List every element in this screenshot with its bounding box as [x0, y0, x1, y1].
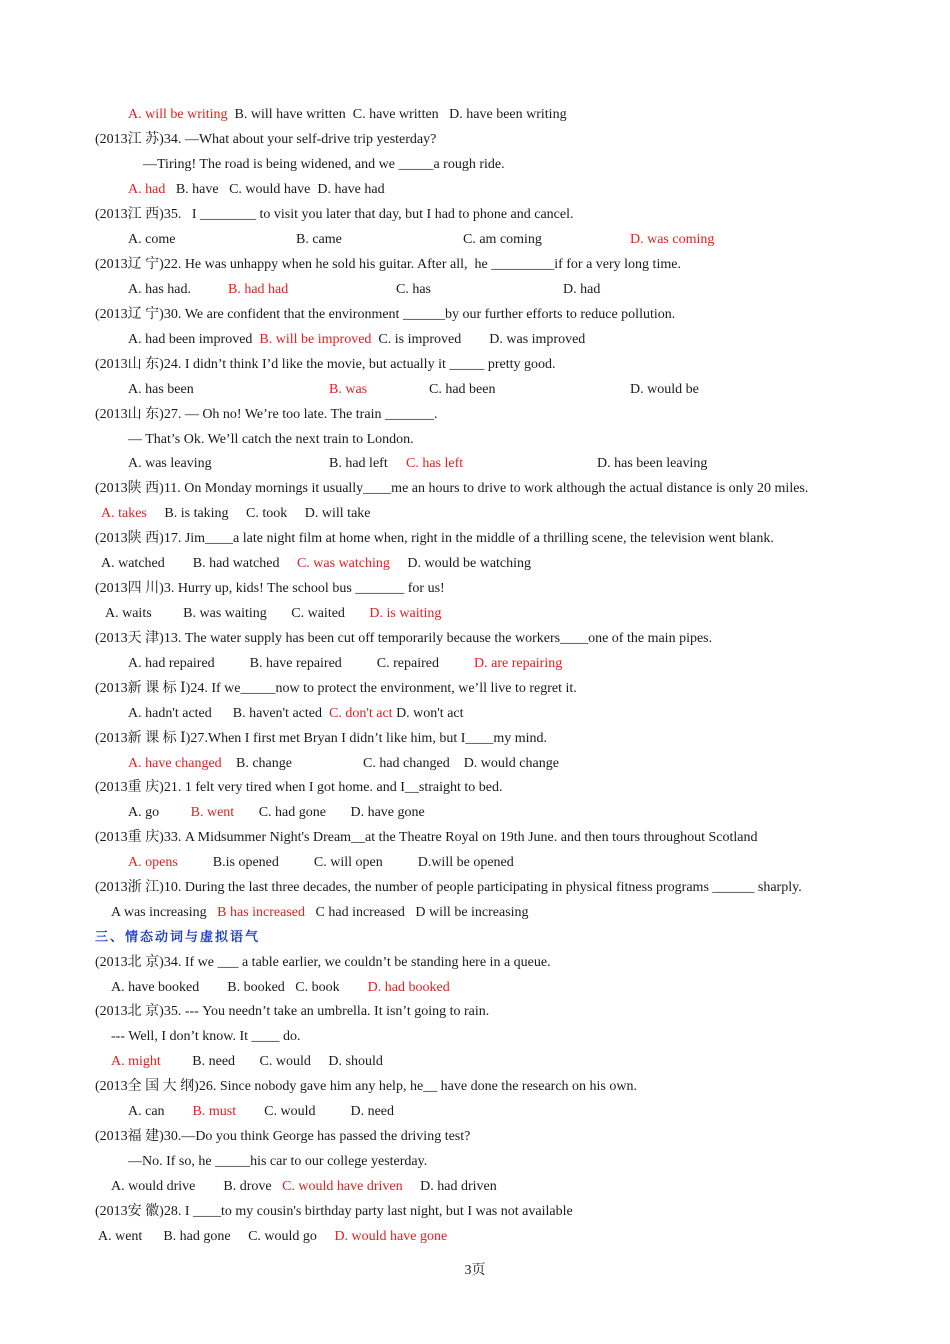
line-text: C. is improved D. was improved — [371, 332, 586, 347]
line-text: C. would D. need — [236, 1104, 395, 1119]
line-text: (2013辽 宁)30. We are confident that the environment ______by our further efforts to reduce pollution. — [95, 307, 676, 322]
answer-option: A. opens — [128, 855, 178, 870]
answer-option: D. was coming — [630, 232, 715, 247]
text-line — [128, 655, 562, 673]
line-text: --- Well, I don’t know. It ____ do. — [111, 1029, 301, 1044]
answer-option: B. went — [190, 805, 235, 820]
line-text: C. am coming — [463, 232, 542, 247]
line-text: A. had been improved — [128, 332, 260, 347]
line-text: —Tiring! The road is being widened, and we _____a rough ride. — [143, 157, 505, 172]
line-text: B. is taking C. took D. will take — [146, 506, 371, 521]
line-text: A. come — [128, 232, 176, 247]
text-line — [128, 181, 385, 199]
text-line — [98, 1228, 447, 1246]
line-text: (2013安 徽)28. I ____to my cousin's birthday party last night, but I was not available — [95, 1204, 573, 1219]
text-line — [111, 1053, 383, 1071]
line-text: A. can — [128, 1104, 193, 1119]
answer-option: C. was watching — [296, 556, 390, 571]
line-text: C had increased D will be increasing — [305, 905, 529, 920]
line-text: D. won't act — [392, 706, 464, 721]
line-text: (2013北 京)35. --- You needn’t take an umbrella. It isn’t going to rain. — [95, 1004, 490, 1019]
text-line — [128, 1153, 427, 1171]
text-line — [95, 829, 758, 847]
line-text: A. go — [128, 805, 191, 820]
text-line — [101, 555, 531, 573]
line-text: (2013山 东)24. I didn’t think I’d like the movie, but actually it _____ pretty good. — [95, 357, 556, 372]
line-text: A. was leaving — [128, 456, 212, 471]
line-text: A. watched B. had watched — [101, 556, 297, 571]
answer-option: B. was — [329, 382, 368, 397]
line-text: —No. If so, he _____his car to our college yesterday. — [128, 1154, 428, 1169]
line-text: (2013陕 西)17. Jim____a late night film at home when, right in the middle of a thrilling scene, the television went blank. — [95, 531, 774, 546]
line-text: A. waits B. was waiting C. waited — [105, 606, 370, 621]
line-text: (2013重 庆)33. A Midsummer Night's Dream__at the Theatre Royal on 19th June. and then tours throughout Scotland — [95, 830, 758, 845]
text-line — [95, 630, 712, 648]
line-text: (2013新 课 标 Ⅰ)24. If we_____now to protect the environment, we’ll live to regret it. — [95, 681, 577, 696]
text-line — [95, 406, 437, 424]
answer-option: A. might — [111, 1054, 161, 1069]
text-line — [95, 730, 547, 748]
text-line — [101, 505, 371, 523]
line-text: C. had gone D. have gone — [234, 805, 425, 820]
line-text: (2013辽 宁)22. He was unhappy when he sold his guitar. After all, he _________if for a very long time. — [95, 257, 681, 272]
line-text: (2013山 东)27. — Oh no! We’re too late. The train _______. — [95, 407, 438, 422]
text-line — [128, 854, 514, 872]
text-line — [95, 1003, 489, 1021]
text-line — [95, 680, 577, 698]
answer-option: C. don't act — [328, 706, 393, 721]
answer-option: C. has left — [406, 456, 464, 471]
line-text: B. have C. would have D. have had — [165, 182, 385, 197]
text-line — [95, 954, 551, 972]
line-text: A. hadn't acted B. haven't acted — [128, 706, 329, 721]
line-text: (2013北 京)34. If we ___ a table earlier, we couldn’t be standing here in a queue. — [95, 955, 551, 970]
answer-option: B. had had — [228, 282, 289, 297]
line-text: B. had left — [329, 456, 388, 471]
line-text: B. will have written C. have written D. have been writing — [227, 107, 567, 122]
section-heading — [95, 929, 260, 947]
text-line — [95, 356, 556, 374]
line-text: D. would be watching — [389, 556, 532, 571]
line-text: A. had repaired B. have repaired C. repaired — [128, 656, 474, 671]
answer-option: A. had — [128, 182, 166, 197]
text-line — [111, 979, 450, 997]
line-text: D. has been leaving — [597, 456, 708, 471]
text-line — [95, 256, 681, 274]
line-text: — That’s Ok. We’ll catch the next train to London. — [128, 432, 414, 447]
line-text: (2013天 津)13. The water supply has been cut off temporarily because the workers____one of the main pipes. — [95, 631, 713, 646]
page-number: 3页 — [464, 1263, 486, 1278]
answer-option: A. will be writing — [128, 107, 228, 122]
text-line — [111, 904, 529, 922]
text-line — [105, 605, 441, 623]
line-text: B. came — [296, 232, 342, 247]
text-line — [128, 106, 567, 124]
line-text: D. would be — [630, 382, 699, 397]
text-line — [128, 705, 464, 723]
answer-option: A. have changed — [128, 756, 222, 771]
answer-option: B. must — [192, 1104, 237, 1119]
line-text: B. change — [229, 756, 292, 771]
text-line — [128, 1103, 394, 1121]
line-text: A. would drive B. drove — [111, 1179, 283, 1194]
answer-option: D. are repairing — [474, 656, 563, 671]
text-line — [143, 156, 505, 174]
line-text: A was increasing — [111, 905, 218, 920]
section-title: 三、情态动词与虚拟语气 — [95, 930, 261, 945]
line-text: C. had changed D. would change — [363, 756, 559, 771]
answer-option: A. takes — [101, 506, 147, 521]
answer-option: D. is waiting — [369, 606, 442, 621]
line-text: (2013全 国 大 纲)26. Since nobody gave him any help, he__ have done the research on his own. — [95, 1079, 637, 1094]
text-line — [95, 131, 436, 149]
line-text: (2013浙 江)10. During the last three decades, the number of people participating in physical fitness programs ______ sharply. — [95, 880, 802, 895]
line-text: (2013四 川)3. Hurry up, kids! The school bus _______ for us! — [95, 581, 445, 596]
text-line — [95, 580, 445, 598]
line-text: (2013重 庆)21. 1 felt very tired when I got home. and I__straight to bed. — [95, 780, 503, 795]
line-text: C. has — [396, 282, 431, 297]
text-line — [111, 1028, 301, 1046]
text-line — [111, 1178, 497, 1196]
text-line — [95, 1128, 470, 1146]
line-text: D. had — [563, 282, 601, 297]
line-text: (2013江 苏)34. —What about your self-drive trip yesterday? — [95, 132, 437, 147]
text-line — [95, 530, 774, 548]
line-text: (2013新 课 标 Ⅰ)27.When I first met Bryan I didn’t like him, but I____my mind. — [95, 731, 548, 746]
line-text: A. have booked B. booked C. book — [111, 980, 368, 995]
answer-option: D. would have gone — [334, 1229, 448, 1244]
line-text: (2013陕 西)11. On Monday mornings it usually____me an hours to drive to work although the actual distance is only 20 miles. — [95, 481, 809, 496]
text-line — [95, 206, 574, 224]
text-line — [128, 804, 425, 822]
line-text: A. has had. — [128, 282, 191, 297]
text-line — [95, 1078, 637, 1096]
answer-option: B has increased — [217, 905, 306, 920]
line-text: D. had driven — [402, 1179, 497, 1194]
text-line — [95, 879, 802, 897]
answer-option: B. will be improved — [259, 332, 372, 347]
text-line — [128, 431, 414, 449]
text-line — [95, 1203, 573, 1221]
text-line — [128, 331, 585, 349]
answer-option: D. had booked — [367, 980, 450, 995]
line-text: (2013福 建)30.—Do you think George has passed the driving test? — [95, 1129, 471, 1144]
text-line — [95, 779, 502, 797]
line-text: A. has been — [128, 382, 194, 397]
line-text: B. need C. would D. should — [160, 1054, 383, 1069]
text-line — [95, 480, 808, 498]
line-text: (2013江 西)35. I ________ to visit you later that day, but I had to phone and cancel. — [95, 207, 574, 222]
line-text: B.is opened C. will open D.will be opened — [177, 855, 514, 870]
answer-option: C. would have driven — [282, 1179, 403, 1194]
text-line — [95, 306, 675, 324]
line-text: C. had been — [429, 382, 496, 397]
line-text: A. went B. had gone C. would go — [98, 1229, 335, 1244]
